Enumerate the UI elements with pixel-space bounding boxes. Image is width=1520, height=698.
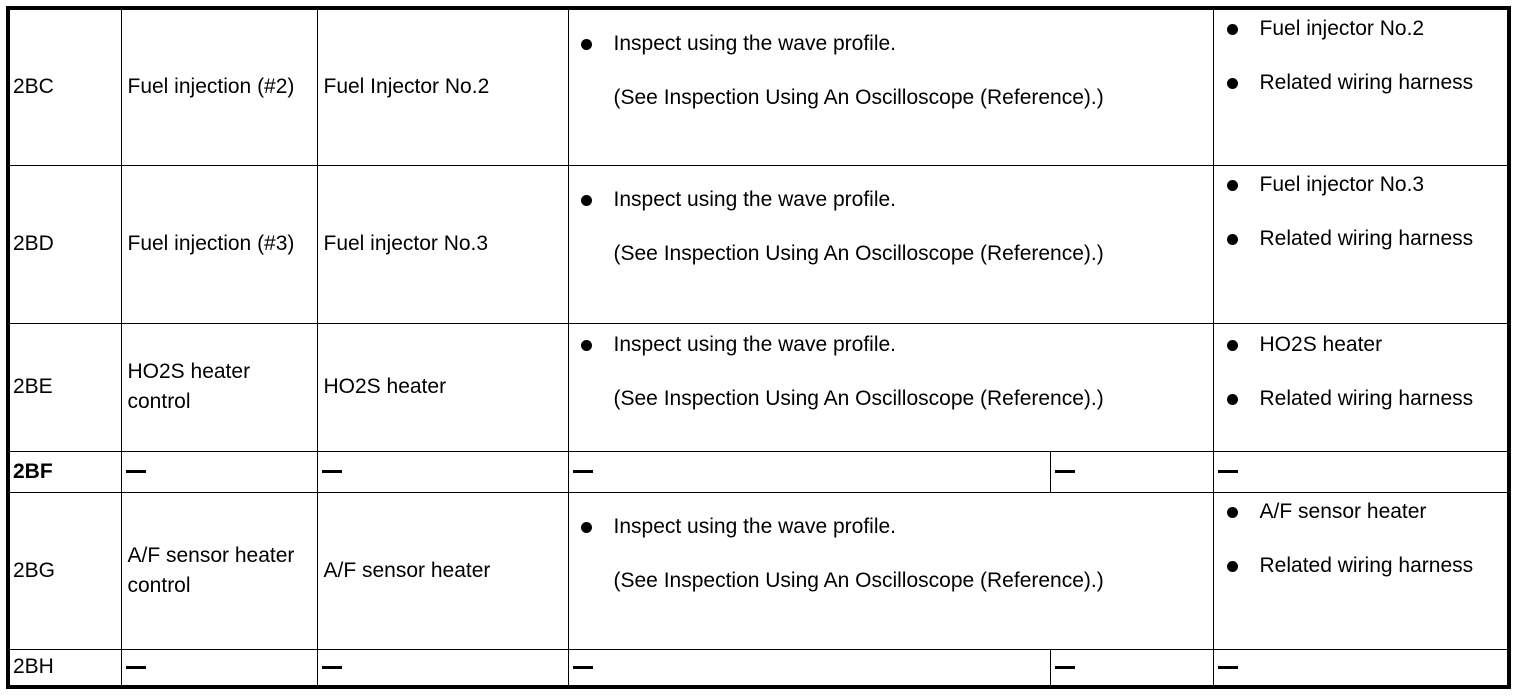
- connected-to-cell: [317, 451, 568, 492]
- dash-mark: [322, 666, 342, 669]
- part-item: Fuel injector No.3: [1260, 170, 1508, 200]
- connected-to-cell: A/F sensor heater: [317, 492, 568, 649]
- procedure-cell: [568, 8, 1213, 165]
- parts-cell: [1213, 8, 1509, 165]
- procedure-cell: [568, 649, 1050, 687]
- terminal-inspection-table: [6, 6, 1511, 689]
- dash-mark: [1218, 666, 1238, 669]
- dash-mark: [126, 666, 146, 669]
- parts-cell: [1213, 165, 1509, 323]
- dash-mark: [1055, 470, 1075, 473]
- procedure-text: Inspect using the wave profile.: [614, 185, 1213, 215]
- procedure-note: (See Inspection Using An Oscilloscope (Reference).): [613, 86, 1104, 109]
- procedure-cell: [568, 492, 1213, 649]
- connected-to-cell: Fuel injector No.3: [317, 165, 568, 323]
- procedure-note: (See Inspection Using An Oscilloscope (Reference).): [613, 386, 1104, 410]
- parts-cell: [1213, 492, 1509, 649]
- connected-to-cell: Fuel Injector No.2: [317, 8, 568, 165]
- dash-mark: [573, 666, 593, 669]
- connected-to-cell: [317, 649, 568, 687]
- procedure-text: Inspect using the wave profile.: [614, 330, 1213, 360]
- procedure-cell: [568, 165, 1213, 323]
- procedure-note: (See Inspection Using An Oscilloscope (Reference).): [613, 568, 1104, 592]
- procedure-cell: [568, 323, 1213, 451]
- table-row: [8, 323, 1509, 451]
- procedure-text: Inspect using the wave profile.: [614, 29, 1213, 59]
- table-row: [8, 649, 1509, 687]
- signal-cell: Fuel injection (#3): [121, 165, 317, 323]
- parts-cell: [1213, 451, 1509, 492]
- result-cell: [1050, 451, 1213, 492]
- result-cell: [1050, 649, 1213, 687]
- dash-mark: [126, 470, 146, 473]
- table-row: [8, 451, 1509, 492]
- parts-cell: [1213, 649, 1509, 687]
- terminal-cell: 2BH: [8, 649, 121, 687]
- part-item: Fuel injector No.2: [1260, 14, 1508, 44]
- terminal-cell: 2BE: [8, 323, 121, 451]
- part-item: Related wiring harness: [1260, 224, 1508, 254]
- dash-mark: [1218, 470, 1238, 473]
- signal-cell: Fuel injection (#2): [121, 8, 317, 165]
- connected-to-cell: HO2S heater: [317, 323, 568, 451]
- table-row: [8, 165, 1509, 323]
- procedure-note: (See Inspection Using An Oscilloscope (Reference).): [613, 241, 1104, 265]
- table-row: [8, 8, 1509, 165]
- dash-mark: [1055, 666, 1075, 669]
- terminal-cell: 2BF: [8, 451, 121, 492]
- part-item: A/F sensor heater: [1260, 497, 1508, 527]
- procedure-cell: [568, 451, 1050, 492]
- procedure-text: Inspect using the wave profile.: [614, 512, 1213, 542]
- part-item: HO2S heater: [1260, 330, 1508, 360]
- terminal-cell: 2BD: [8, 165, 121, 323]
- signal-cell: [121, 451, 317, 492]
- signal-cell: [121, 649, 317, 687]
- signal-cell: HO2S heater control: [121, 323, 317, 451]
- terminal-cell: 2BC: [8, 8, 121, 165]
- dash-mark: [573, 470, 593, 473]
- part-item: Related wiring harness: [1260, 68, 1508, 98]
- parts-cell: [1213, 323, 1509, 451]
- terminal-cell: 2BG: [8, 492, 121, 649]
- part-item: Related wiring harness: [1260, 551, 1508, 581]
- table-row: [8, 492, 1509, 649]
- part-item: Related wiring harness: [1260, 384, 1508, 414]
- dash-mark: [322, 470, 342, 473]
- signal-cell: A/F sensor heater control: [121, 492, 317, 649]
